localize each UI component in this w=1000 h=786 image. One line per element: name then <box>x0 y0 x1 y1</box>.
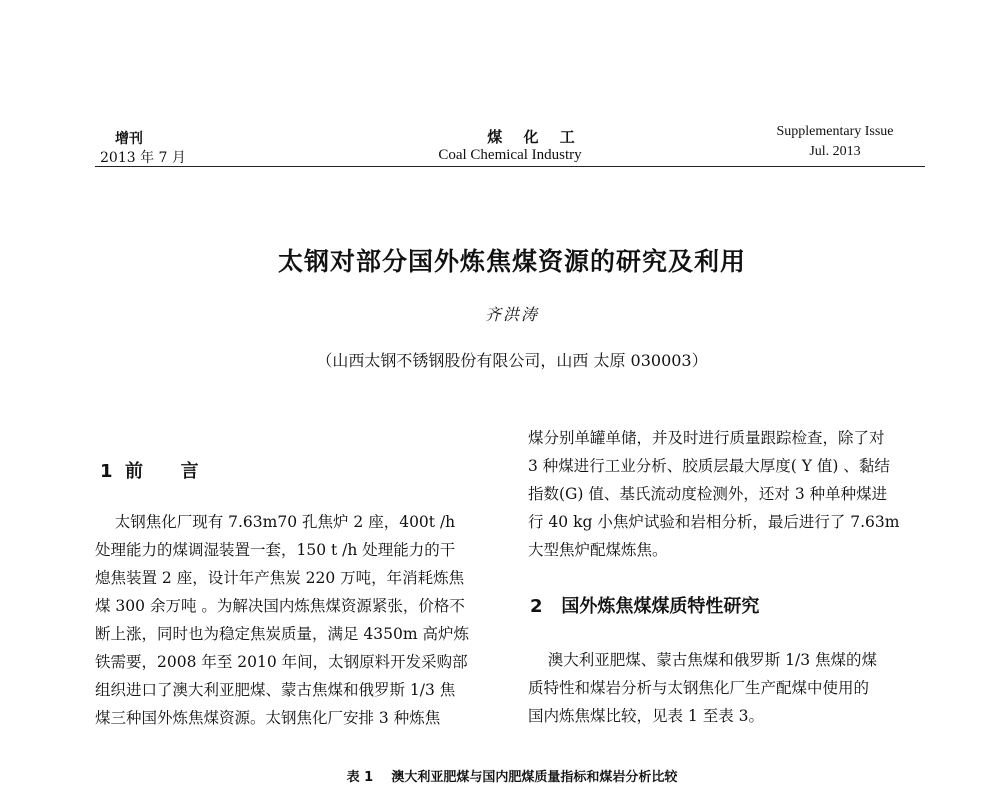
left-text-line: 熄焦装置 2 座，设计年产焦炭 220 万吨，年消耗炼焦 <box>95 569 465 587</box>
journal-name-en: Coal Chemical Industry <box>438 147 582 163</box>
right-text-line: 国内炼焦煤比较，见表 1 至表 3。 <box>528 707 765 725</box>
left-text-line: 处理能力的煤调湿装置一套，150 t /h 处理能力的干 <box>95 541 456 559</box>
journal-name-cn: 煤 化 工 <box>487 128 583 146</box>
left-text-line: 煤 300 余万吨 。为解决国内炼焦煤资源紧张，价格不 <box>95 597 465 615</box>
article-affiliation: （山西太钢不锈钢股份有限公司，山西 太原 030003） <box>316 351 708 370</box>
left-text-line: 煤三种国外炼焦煤资源。太钢焦化厂安排 3 种炼焦 <box>95 709 441 727</box>
left-text-line: 太钢焦化厂现有 7.63m70 孔焦炉 2 座，400t /h <box>95 513 456 531</box>
issue-date: 2013 年 7 月 <box>100 150 186 166</box>
right-text-line: 指数(G) 值、基氏流动度检测外，还对 3 种单种煤进 <box>528 485 888 503</box>
section-heading-1: 1 前 言 <box>100 461 199 482</box>
supplement-label: Supplementary Issue <box>776 124 894 139</box>
right-text-line: 行 40 kg 小焦炉试验和岩相分析，最后进行了 7.63m <box>528 513 900 531</box>
supplement-date: Jul. 2013 <box>809 144 861 159</box>
right-text-line: 煤分别单罐单储，并及时进行质量跟踪检查，除了对 <box>528 429 885 447</box>
article-author: 齐洪涛 <box>484 305 539 324</box>
right-text-line: 质特性和煤岩分析与太钢焦化厂生产配煤中使用的 <box>528 679 870 697</box>
left-text-line: 断上涨，同时也为稳定焦炭质量，满足 4350m 高炉炼 <box>95 625 469 643</box>
left-text-line: 铁需要，2008 年至 2010 年间，太钢原料开发采购部 <box>95 653 468 671</box>
right-text-line: 3 种煤进行工业分析、胶质层最大厚度( Y 值) 、黏结 <box>528 457 890 475</box>
header-rule <box>95 166 925 167</box>
left-text-line: 组织进口了澳大利亚肥煤、蒙古焦煤和俄罗斯 1/3 焦 <box>95 681 456 699</box>
article-title: 太钢对部分国外炼焦煤资源的研究及利用 <box>277 247 746 276</box>
right-text-line: 大型焦炉配煤炼焦。 <box>528 541 668 559</box>
section-heading-2: 2 国外炼焦煤煤质特性研究 <box>530 596 760 617</box>
right-text-line: 澳大利亚肥煤、蒙古焦煤和俄罗斯 1/3 焦煤的煤 <box>528 651 878 669</box>
table-caption: 表 1 澳大利亚肥煤与国内肥煤质量指标和煤岩分析比较 <box>346 770 678 785</box>
issue-label: 增刊 <box>115 131 143 147</box>
